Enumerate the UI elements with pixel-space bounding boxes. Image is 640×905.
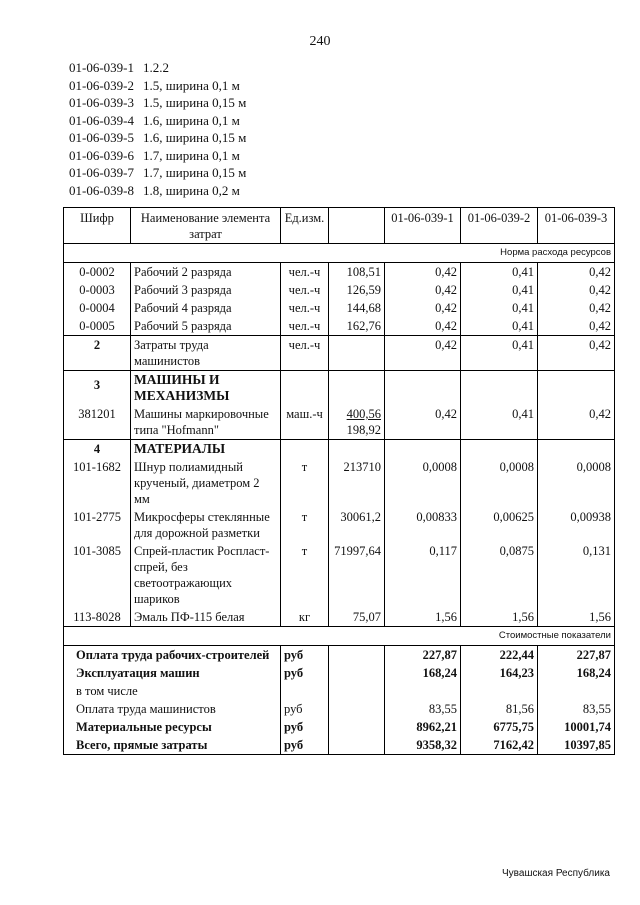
variant-code: 01-06-039-2	[69, 77, 134, 93]
cost-name: Оплата труда машинистов	[64, 700, 281, 718]
row-unit: маш.-ч	[281, 405, 329, 440]
cost-label: Стоимостные показатели	[64, 627, 615, 646]
header-name: Наименование элемента затрат	[131, 208, 281, 244]
cost-name: Эксплуатация машин	[64, 664, 281, 682]
row-v3: 1,56	[538, 608, 615, 627]
row-code: 101-3085	[64, 542, 131, 608]
table-row	[64, 299, 615, 317]
cost-row	[64, 700, 615, 718]
variant-code: 01-06-039-1	[69, 60, 134, 75]
variant-desc: 1.6, ширина 0,1 м	[143, 112, 240, 128]
machinist-row	[64, 336, 615, 371]
cost-including: в том числе	[64, 682, 281, 700]
row-v2: 0,41	[461, 336, 538, 371]
header-price	[329, 208, 385, 244]
cost-row	[64, 736, 615, 755]
variant-desc: 1.6, ширина 0,15 м	[143, 130, 247, 145]
cost-v3: 168,24	[538, 664, 615, 682]
variant-code: 01-06-039-6	[69, 147, 134, 163]
row-price: 30061,2	[329, 508, 385, 542]
variant-desc: 1.5, ширина 0,1 м	[143, 77, 240, 93]
cost-unit: руб	[281, 646, 329, 665]
cost-unit: руб	[281, 700, 329, 718]
row-code: 0-0004	[64, 299, 131, 317]
row-code: 113-8028	[64, 608, 131, 627]
cost-row	[64, 682, 615, 700]
row-v2: 0,41	[461, 263, 538, 282]
row-price: 108,51	[329, 263, 385, 282]
section-title: МАШИНЫ И МЕХАНИЗМЫ	[131, 371, 281, 406]
row-v1: 0,42	[385, 299, 461, 317]
cost-v1: 8962,21	[385, 718, 461, 736]
row-v2: 0,00625	[461, 508, 538, 542]
table-row	[64, 542, 615, 608]
variant-code: 01-06-039-3	[69, 95, 134, 110]
row-price	[329, 336, 385, 371]
cost-label-row	[64, 627, 615, 646]
variant-item	[69, 94, 246, 112]
variant-desc: 1.7, ширина 0,15 м	[143, 165, 247, 180]
row-v2: 0,41	[461, 405, 538, 440]
variant-desc: 1.5, ширина 0,15 м	[143, 95, 247, 110]
row-unit: т	[281, 508, 329, 542]
cost-name: Всего, прямые затраты	[64, 736, 281, 755]
variant-desc: 1.2.2	[143, 60, 169, 75]
norm-label: Норма расхода ресурсов	[64, 244, 615, 263]
row-price: 71997,64	[329, 542, 385, 608]
cost-name: Материальные ресурсы	[64, 718, 281, 736]
row-unit: т	[281, 542, 329, 608]
table-row	[64, 608, 615, 627]
variant-item	[69, 164, 246, 182]
cost-row	[64, 718, 615, 736]
row-code: 0-0002	[64, 263, 131, 282]
row-code: 0-0003	[64, 281, 131, 299]
row-name: Рабочий 3 разряда	[131, 281, 281, 299]
row-price: 213710	[329, 458, 385, 508]
row-unit: чел.-ч	[281, 336, 329, 371]
cost-v3: 10001,74	[538, 718, 615, 736]
variant-desc: 1.7, ширина 0,1 м	[143, 147, 240, 163]
resource-table	[63, 207, 615, 755]
row-unit: чел.-ч	[281, 299, 329, 317]
cost-name: Оплата труда рабочих-строителей	[64, 646, 281, 665]
row-v3: 0,131	[538, 542, 615, 608]
row-v3: 0,42	[538, 299, 615, 317]
row-v1: 1,56	[385, 608, 461, 627]
variant-list	[69, 59, 246, 199]
row-v2: 0,41	[461, 299, 538, 317]
cost-v1: 9358,32	[385, 736, 461, 755]
row-v3: 0,42	[538, 336, 615, 371]
row-name: Затраты труда машинистов	[131, 336, 281, 371]
row-v3: 0,00938	[538, 508, 615, 542]
machine-price-b: 198,92	[346, 423, 381, 437]
section-number: 3	[64, 371, 131, 406]
table-row	[64, 317, 615, 336]
row-v1: 0,42	[385, 336, 461, 371]
variant-code: 01-06-039-5	[69, 130, 134, 145]
row-v1: 0,42	[385, 263, 461, 282]
section-number: 4	[64, 440, 131, 459]
cost-row	[64, 646, 615, 665]
row-v1: 0,42	[385, 405, 461, 440]
row-v2: 0,0875	[461, 542, 538, 608]
variant-code: 01-06-039-8	[69, 182, 134, 198]
row-unit: кг	[281, 608, 329, 627]
row-code: 101-1682	[64, 458, 131, 508]
cost-unit: руб	[281, 664, 329, 682]
variant-item	[69, 77, 246, 95]
row-v3: 0,42	[538, 405, 615, 440]
row-name: Рабочий 2 разряда	[131, 263, 281, 282]
row-price: 126,59	[329, 281, 385, 299]
header-variant-3: 01-06-039-3	[538, 208, 615, 244]
row-unit: чел.-ч	[281, 263, 329, 282]
row-v1: 0,0008	[385, 458, 461, 508]
row-v2: 0,41	[461, 317, 538, 336]
cost-unit: руб	[281, 718, 329, 736]
cost-unit: руб	[281, 736, 329, 755]
row-v1: 0,42	[385, 317, 461, 336]
page-number: 240	[309, 34, 331, 49]
cost-v2: 222,44	[461, 646, 538, 665]
table-header-row	[64, 208, 615, 244]
row-v3: 0,0008	[538, 458, 615, 508]
row-price: 75,07	[329, 608, 385, 627]
row-name: Рабочий 5 разряда	[131, 317, 281, 336]
cost-row	[64, 664, 615, 682]
row-v2: 0,41	[461, 281, 538, 299]
row-unit: чел.-ч	[281, 281, 329, 299]
cost-v3: 10397,85	[538, 736, 615, 755]
machines-section-row	[64, 371, 615, 406]
section-title: МАТЕРИАЛЫ	[131, 440, 281, 459]
cost-v2: 7162,42	[461, 736, 538, 755]
header-variant-2: 01-06-039-2	[461, 208, 538, 244]
header-unit: Ед.изм.	[281, 208, 329, 244]
table-row	[64, 508, 615, 542]
variant-item	[69, 147, 246, 165]
row-price: 162,76	[329, 317, 385, 336]
cost-v3: 227,87	[538, 646, 615, 665]
row-code: 381201	[64, 405, 131, 440]
row-name: Микросферы стеклянные для дорожной разметки	[131, 508, 281, 542]
row-unit: чел.-ч	[281, 317, 329, 336]
row-name: Машины маркировочные типа "Hofmann"	[131, 405, 281, 440]
table-row	[64, 405, 615, 440]
cost-v3: 83,55	[538, 700, 615, 718]
variant-code: 01-06-039-4	[69, 112, 134, 128]
row-name: Спрей-пластик Роспласт-спрей, без светоотражающих шариков	[131, 542, 281, 608]
table-row	[64, 281, 615, 299]
row-v2: 0,0008	[461, 458, 538, 508]
table-row	[64, 458, 615, 508]
footer-region: Чувашская Республика	[502, 868, 610, 879]
variant-item	[69, 112, 246, 130]
cost-v2: 81,56	[461, 700, 538, 718]
row-unit: т	[281, 458, 329, 508]
row-v3: 0,42	[538, 317, 615, 336]
variant-item	[69, 129, 246, 147]
row-name: Рабочий 4 разряда	[131, 299, 281, 317]
norm-label-row	[64, 244, 615, 263]
row-v1: 0,42	[385, 281, 461, 299]
row-code: 0-0005	[64, 317, 131, 336]
row-code: 101-2775	[64, 508, 131, 542]
row-v3: 0,42	[538, 281, 615, 299]
row-name: Эмаль ПФ-115 белая	[131, 608, 281, 627]
row-v2: 1,56	[461, 608, 538, 627]
cost-v2: 164,23	[461, 664, 538, 682]
row-name: Шнур полиамидный крученый, диаметром 2 мм	[131, 458, 281, 508]
variant-code: 01-06-039-7	[69, 165, 134, 180]
cost-v1: 168,24	[385, 664, 461, 682]
row-price	[329, 405, 385, 440]
variant-item	[69, 182, 246, 200]
row-v3: 0,42	[538, 263, 615, 282]
cost-v1: 227,87	[385, 646, 461, 665]
header-code: Шифр	[64, 208, 131, 244]
cost-v1: 83,55	[385, 700, 461, 718]
row-v1: 0,00833	[385, 508, 461, 542]
cost-v2: 6775,75	[461, 718, 538, 736]
row-code: 2	[64, 336, 131, 371]
table-row	[64, 263, 615, 282]
row-price: 144,68	[329, 299, 385, 317]
variant-desc: 1.8, ширина 0,2 м	[143, 182, 240, 198]
materials-section-row	[64, 440, 615, 459]
variant-item	[69, 59, 246, 77]
row-v1: 0,117	[385, 542, 461, 608]
machine-price-a: 400,56	[346, 407, 381, 421]
header-variant-1: 01-06-039-1	[385, 208, 461, 244]
